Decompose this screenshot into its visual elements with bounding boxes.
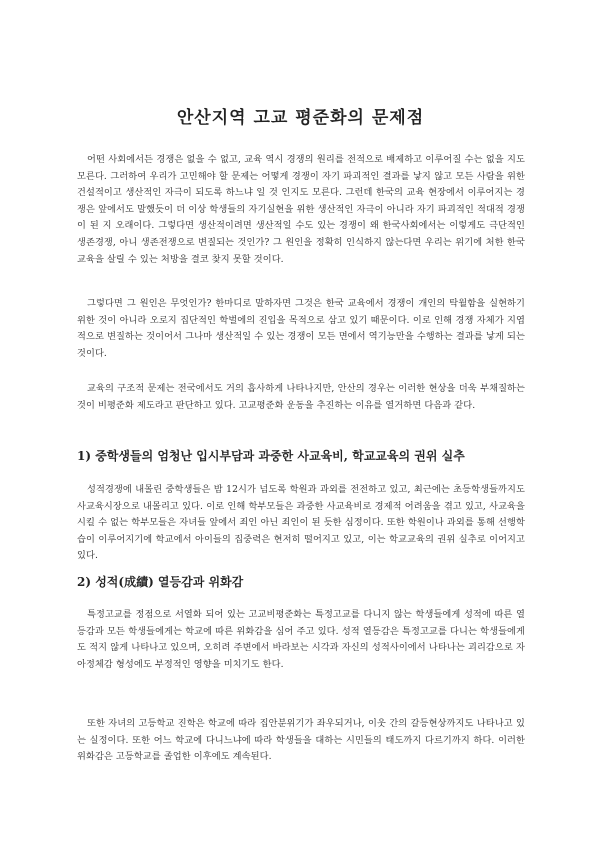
document-title: 안산지역 고교 평준화의 문제점	[176, 108, 425, 128]
intro-paragraph-2: 그렇다면 그 원인은 무엇인가? 한마디로 말하자면 그것은 한국 교육에서 경쟁이 개인의 탁월함을 실현하기 위한 것이 아니라 오로지 집단적인 학벌에의 진입을 목적으로 삼고 있기 때문이다. 이로 인해 경쟁 자체가 지엽적으로 변질하는 것이어서 그나마 생산적일 수 있는 경쟁이 모든 면에서 역기능만을 수행하는 결과를 낳게 되는 것이다.	[77, 298, 525, 359]
section-2-heading: 2) 성적(成績) 열등감과 위화감	[77, 575, 244, 589]
intro-paragraph-1: 어떤 사회에서든 경쟁은 없을 수 없고, 교육 역시 경쟁의 원리를 전적으로 배제하고 이루어질 수는 없을 지도 모른다. 그러하여 우리가 고민해야 할 문제는 어떻게 경쟁이 자기 파괴적인 결과를 낳지 않고 모든 사람을 위한 건설적이고 생산적인 자극이 되도록 하느냐 일 것 인지도 모른다. 그런데 한국의 교육 현장에서 이루어지는 경쟁은 앞에서도 말했듯이 더 이상 학생들의 자기실현을 위한 생산적인 자극이 아니라 자기 파괴적인 적대적 경쟁이 된 지 오래이다. 그렇다면 생산적이려면 생산적일 수도 있는 경쟁이 왜 한국사회에서는 이렇게도 극단적인 생존경쟁, 아니 생존전쟁으로 변질되는 것인가? 그 원인을 정확히 인식하지 않는다면 우리는 위기에 처한 한국교육을 살릴 수 있는 처방을 결코 찾지 못할 것이다.	[77, 154, 525, 265]
section-1-paragraph-1: 성적경쟁에 내몰린 중학생들은 밤 12시가 넘도록 학원과 과외를 전전하고 있고, 최근에는 초등학생들까지도 사교육시장으로 내몰리고 있다. 이로 인해 학부모들은 과중한 사교육비로 경제적 어려움을 겪고 있고, 사교육을 시킬 수 없는 학부모들은 자녀들 앞에서 죄인 아닌 죄인이 된 듯한 심정이다. 또한 학원이나 과외를 통해 선행학습이 이루어지기에 학교에서 아이들의 집중력은 현저히 떨어지고 있고, 이는 학교교육의 권위 실추로 이어지고 있다.	[77, 484, 525, 562]
section-2-paragraph-1: 특정고교를 정점으로 서열화 되어 있는 고교비평준화는 특정고교를 다니지 않는 학생들에게 성적에 따른 열등감과 모든 학생들에게는 학교에 따른 위화감을 심어 주고 있다. 성적 열등감은 특정고교를 다니는 학생들에게도 적지 않게 나타나고 있으며, 오히려 주변에서 바라보는 시각과 자신의 성적사이에서 나타나는 괴리감으로 자아정체감 형성에도 부정적인 영향을 미치기도 한다.	[77, 609, 525, 670]
section-2-paragraph-2: 또한 자녀의 고등학교 진학은 학교에 따라 집안분위기가 좌우되거나, 이웃 간의 갈등현상까지도 나타나고 있는 실정이다. 또한 어느 학교에 다니느냐에 따라 학생들을 대하는 시민들의 태도까지 다르기까지 하다. 이러한 위화감은 고등학교를 졸업한 이후에도 계속된다.	[77, 718, 525, 763]
intro-paragraph-3: 교육의 구조적 문제는 전국에서도 거의 흡사하게 나타나지만, 안산의 경우는 이러한 현상을 더욱 부채질하는 것이 비평준화 제도라고 판단하고 있다. 고교평준화 운동을 추진하는 이유를 열거하면 다음과 같다.	[77, 383, 525, 411]
section-1-heading: 1) 중학생들의 엄청난 입시부담과 과중한 사교육비, 학교교육의 권위 실추	[77, 449, 465, 463]
